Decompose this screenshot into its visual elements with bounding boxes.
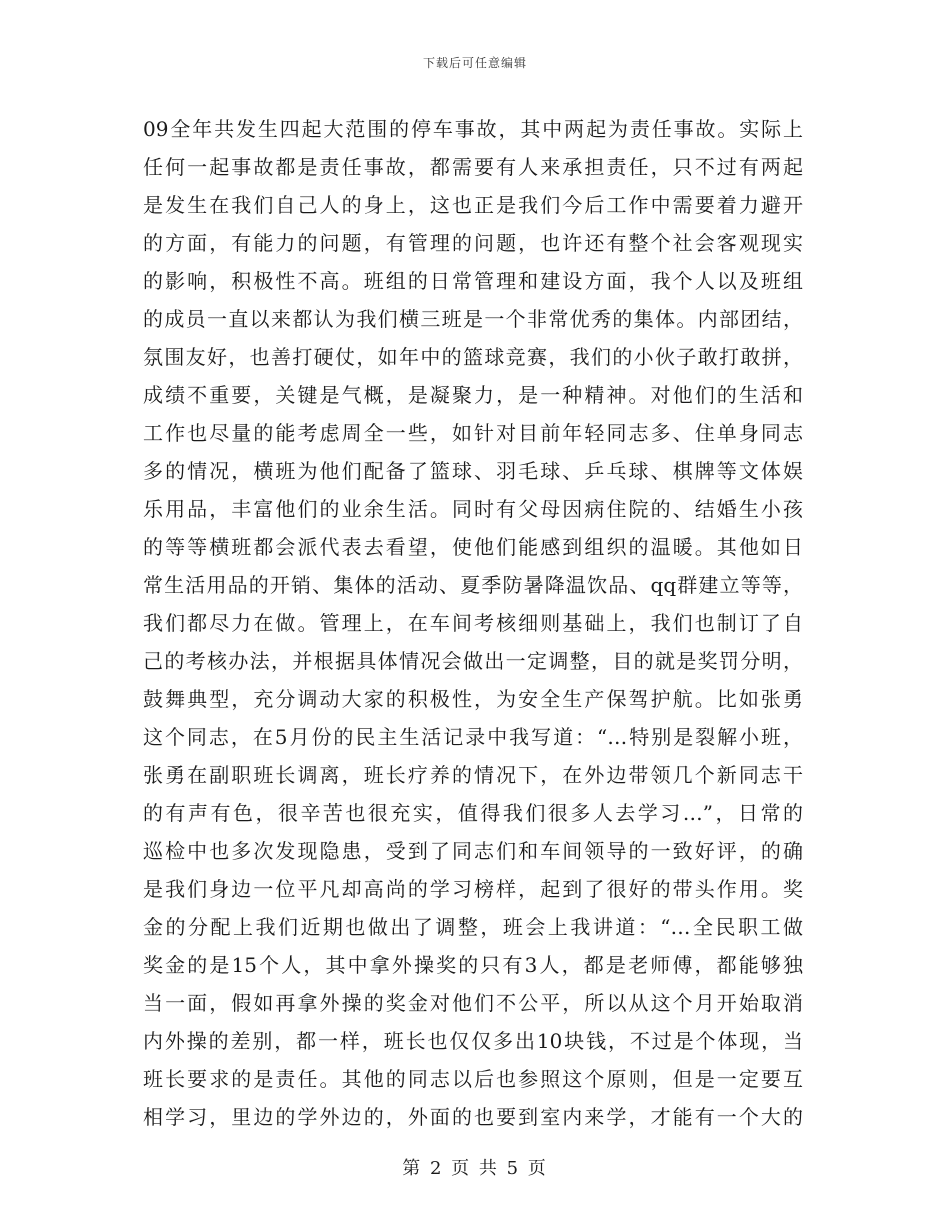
body-line: 是发生在我们自己人的身上，这也正是我们今后工作中需要着力避开 bbox=[143, 193, 803, 217]
body-line: 09全年共发生四起大范围的停车事故，其中两起为责任事故。实际上 bbox=[143, 117, 803, 141]
body-line: 的等等横班都会派代表去看望，使他们能感到组织的温暖。其他如日 bbox=[143, 535, 803, 559]
body-line: 是我们身边一位平凡却高尚的学习榜样，起到了很好的带头作用。奖 bbox=[143, 877, 803, 901]
body-line: 当一面，假如再拿外操的奖金对他们不公平，所以从这个月开始取消 bbox=[143, 991, 803, 1015]
body-line: 工作也尽量的能考虑周全一些，如针对目前年轻同志多、住单身同志 bbox=[143, 421, 803, 445]
body-line: 多的情况，横班为他们配备了篮球、羽毛球、乒乓球、棋牌等文体娱 bbox=[143, 459, 803, 483]
body-line: 的方面，有能力的问题，有管理的问题，也许还有整个社会客观现实 bbox=[143, 231, 803, 255]
page-number: 第 2 页 共 5 页 bbox=[402, 1158, 548, 1179]
body-line: 我们都尽力在做。管理上，在车间考核细则基础上，我们也制订了自 bbox=[143, 611, 803, 635]
body-line: 氛围友好，也善打硬仗，如年中的篮球竞赛，我们的小伙子敢打敢拼， bbox=[143, 345, 803, 369]
body-line: 内外操的差别，都一样，班长也仅仅多出10块钱，不过是个体现，当 bbox=[143, 1029, 803, 1053]
body-line: 这个同志，在5月份的民主生活记录中我写道：“…特别是裂解小班， bbox=[143, 725, 803, 749]
body-line: 的有声有色，很辛苦也很充实，值得我们很多人去学习…”，日常的 bbox=[143, 801, 803, 825]
body-line: 任何一起事故都是责任事故，都需要有人来承担责任，只不过有两起 bbox=[143, 155, 803, 179]
body-line: 巡检中也多次发现隐患，受到了同志们和车间领导的一致好评，的确 bbox=[143, 839, 803, 863]
body-line: 奖金的是15个人，其中拿外操奖的只有3人，都是老师傅，都能够独 bbox=[143, 953, 803, 977]
body-line: 相学习，里边的学外边的，外面的也要到室内来学，才能有一个大的 bbox=[143, 1105, 803, 1129]
body-line: 金的分配上我们近期也做出了调整，班会上我讲道：“…全民职工做 bbox=[143, 915, 803, 939]
body-line: 的影响，积极性不高。班组的日常管理和建设方面，我个人以及班组 bbox=[143, 269, 803, 293]
body-line: 班长要求的是责任。其他的同志以后也参照这个原则，但是一定要互 bbox=[143, 1067, 803, 1091]
document-body bbox=[143, 110, 803, 1136]
body-line: 的成员一直以来都认为我们横三班是一个非常优秀的集体。内部团结， bbox=[143, 307, 803, 331]
body-line: 己的考核办法，并根据具体情况会做出一定调整，目的就是奖罚分明， bbox=[143, 649, 803, 673]
body-line: 乐用品，丰富他们的业余生活。同时有父母因病住院的、结婚生小孩 bbox=[143, 497, 803, 521]
body-line: 张勇在副职班长调离，班长疗养的情况下，在外边带领几个新同志干 bbox=[143, 763, 803, 787]
body-line: 成绩不重要，关键是气概，是凝聚力，是一种精神。对他们的生活和 bbox=[143, 383, 803, 407]
page-header: 下载后可任意编辑 bbox=[422, 56, 527, 70]
body-line: 鼓舞典型，充分调动大家的积极性，为安全生产保驾护航。比如张勇 bbox=[143, 687, 803, 711]
body-line: 常生活用品的开销、集体的活动、夏季防暑降温饮品、qq群建立等等， bbox=[143, 573, 803, 597]
